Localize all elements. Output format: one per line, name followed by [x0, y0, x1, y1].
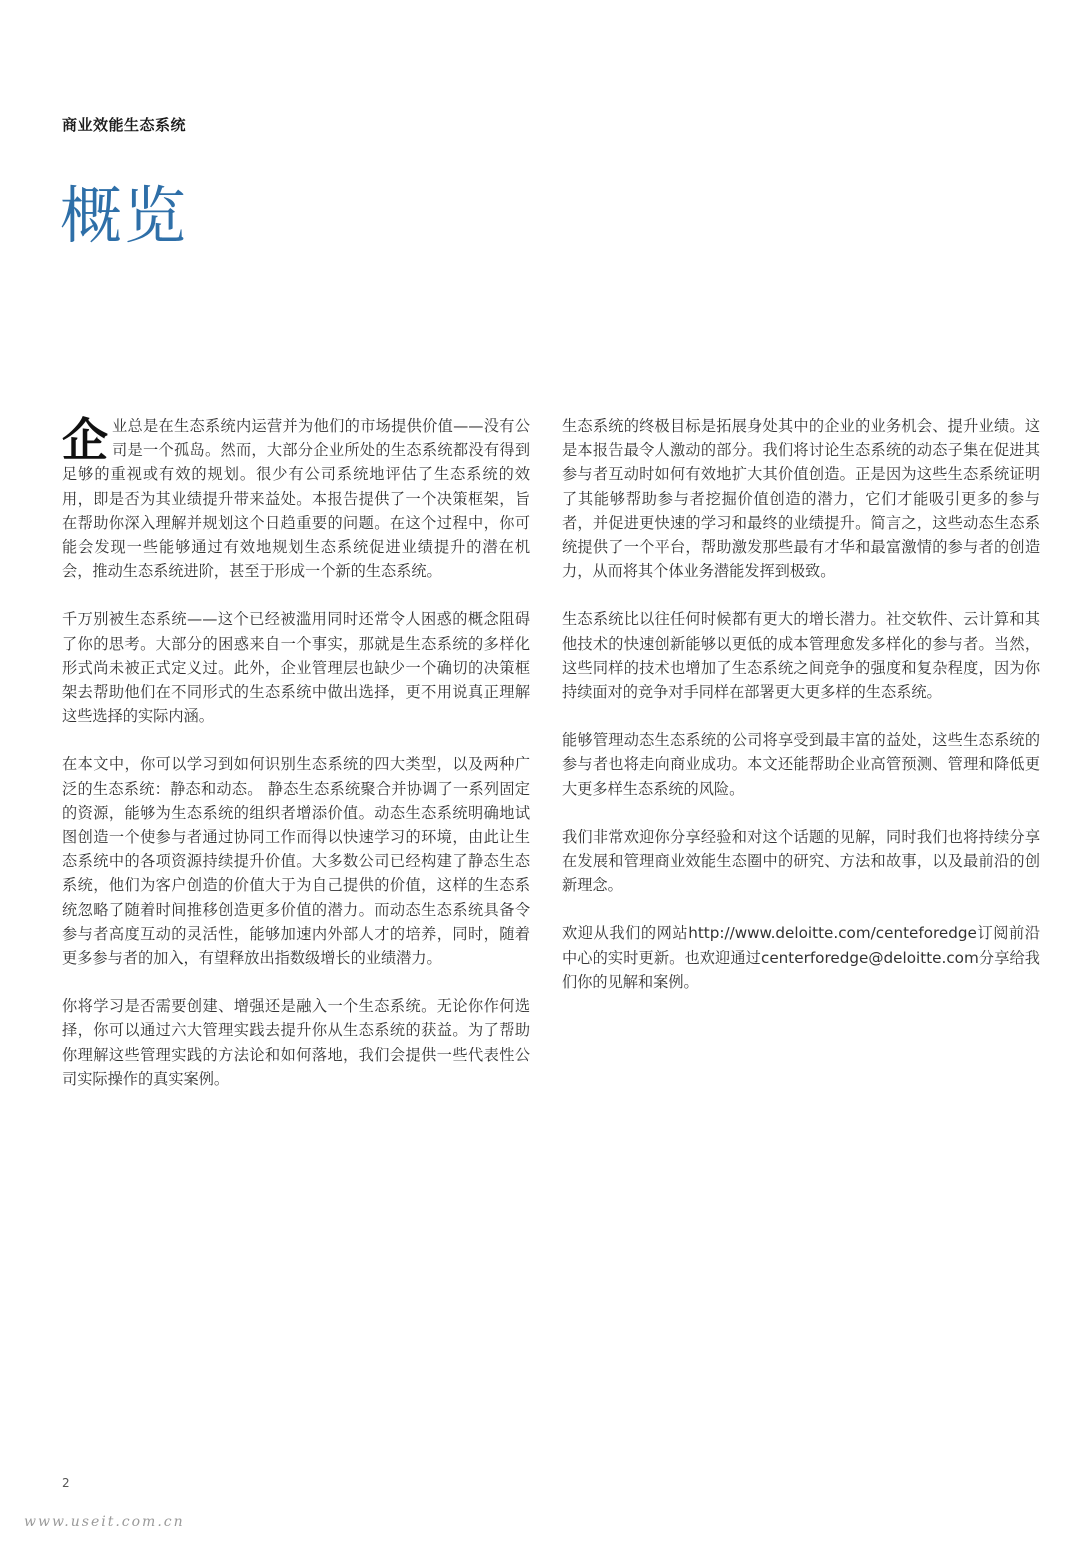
- paragraph-3: 在本文中，你可以学习到如何识别生态系统的四大类型，以及两种广泛的生态系统：静态和动态。 静态生态系统聚合并协调了一系列固定的资源，能够为生态系统的组织者增添价值。动态生态系统明确地试图创造一个使参与者通过协同工作而得以快速学习的环境，由此让生态系统中的各项资源持续提升价值。大多数公司已经构建了静态生态系统，他们为客户创造的价值大于为自己提供的价值，这样的生态系统忽略了随着时间推移创造更多价值的潜力。而动态生态系统具备令参与者高度互动的灵活性，能够加速内外部人才的培养，同时，随着更多参与者的加入，有望释放出指数级增长的业绩潜力。: [62, 755, 530, 968]
- intro-paragraph: [62, 414, 530, 583]
- dropcap: 企: [62, 413, 108, 467]
- paragraph-2: 千万别被生态系统——这个已经被滥用同时还常令人困惑的概念阻碍了你的思考。大部分的困惑来自一个事实，那就是生态系统的多样化形式尚未被正式定义过。此外，企业管理层也缺少一个确切的决策框架去帮助他们在不同形式的生态系统中做出选择，更不用说真正理解这些选择的实际内涵。: [62, 610, 530, 726]
- watermark: www.useit.com.cn: [24, 1514, 185, 1530]
- left-column: [62, 414, 530, 1115]
- paragraph-9-contact: 欢迎从我们的网站http://www.deloitte.com/centeforedge订阅前沿中心的实时更新。也欢迎通过centerforedge@deloitte.com分享给我们你的见解和案例。: [562, 924, 1040, 991]
- section-label: 商业效能生态系统: [62, 116, 187, 134]
- paragraph-5: 生态系统的终极目标是拓展身处其中的企业的业务机会、提升业绩。这是本报告最令人激动的部分。我们将讨论生态系统的动态子集在促进其参与者互动时如何有效地扩大其价值创造。正是因为这些生态系统证明了其能够帮助参与者挖掘价值创造的潜力，它们才能吸引更多的参与者，并促进更快速的学习和最终的业绩提升。简言之，这些动态生态系统提供了一个平台，帮助激发那些最有才华和最富激情的参与者的创造力，从而将其个体业务潜能发挥到极致。: [562, 417, 1040, 581]
- paragraph-6: 生态系统比以往任何时候都有更大的增长潜力。社交软件、云计算和其他技术的快速创新能够以更低的成本管理愈发多样化的参与者。当然，这些同样的技术也增加了生态系统之间竞争的强度和复杂程度，因为你持续面对的竞争对手同样在部署更大更多样的生态系统。: [562, 610, 1040, 702]
- paragraph-4: 你将学习是否需要创建、增强还是融入一个生态系统。无论你作何选择，你可以通过六大管理实践去提升你从生态系统的获益。为了帮助你理解这些管理实践的方法论和如何落地，我们会提供一些代表性公司实际操作的真实案例。: [62, 997, 530, 1088]
- page-title: 概览: [60, 179, 189, 252]
- intro-text: 业总是在生态系统内运营并为他们的市场提供价值——没有公司是一个孤岛。然而，大部分企业所处的生态系统都没有得到足够的重视或有效的规划。很少有公司系统地评估了生态系统的效用，即是否为其业绩提升带来益处。本报告提供了一个决策框架，旨在帮助你深入理解并规划这个日趋重要的问题。在这个过程中，你可能会发现一些能够通过有效地规划生态系统促进业绩提升的潜在机会，推动生态系统进阶，甚至于形成一个新的生态系统。: [62, 417, 530, 581]
- paragraph-7: 能够管理动态生态系统的公司将享受到最丰富的益处，这些生态系统的参与者也将走向商业成功。本文还能帮助企业高管预测、管理和降低更大更多样生态系统的风险。: [562, 731, 1040, 798]
- page-number: 2: [62, 1476, 70, 1490]
- paragraph-8: 我们非常欢迎你分享经验和对这个话题的见解，同时我们也将持续分享在发展和管理商业效能生态圈中的研究、方法和故事，以及最前沿的创新理念。: [562, 827, 1040, 895]
- right-column: [562, 414, 1040, 1018]
